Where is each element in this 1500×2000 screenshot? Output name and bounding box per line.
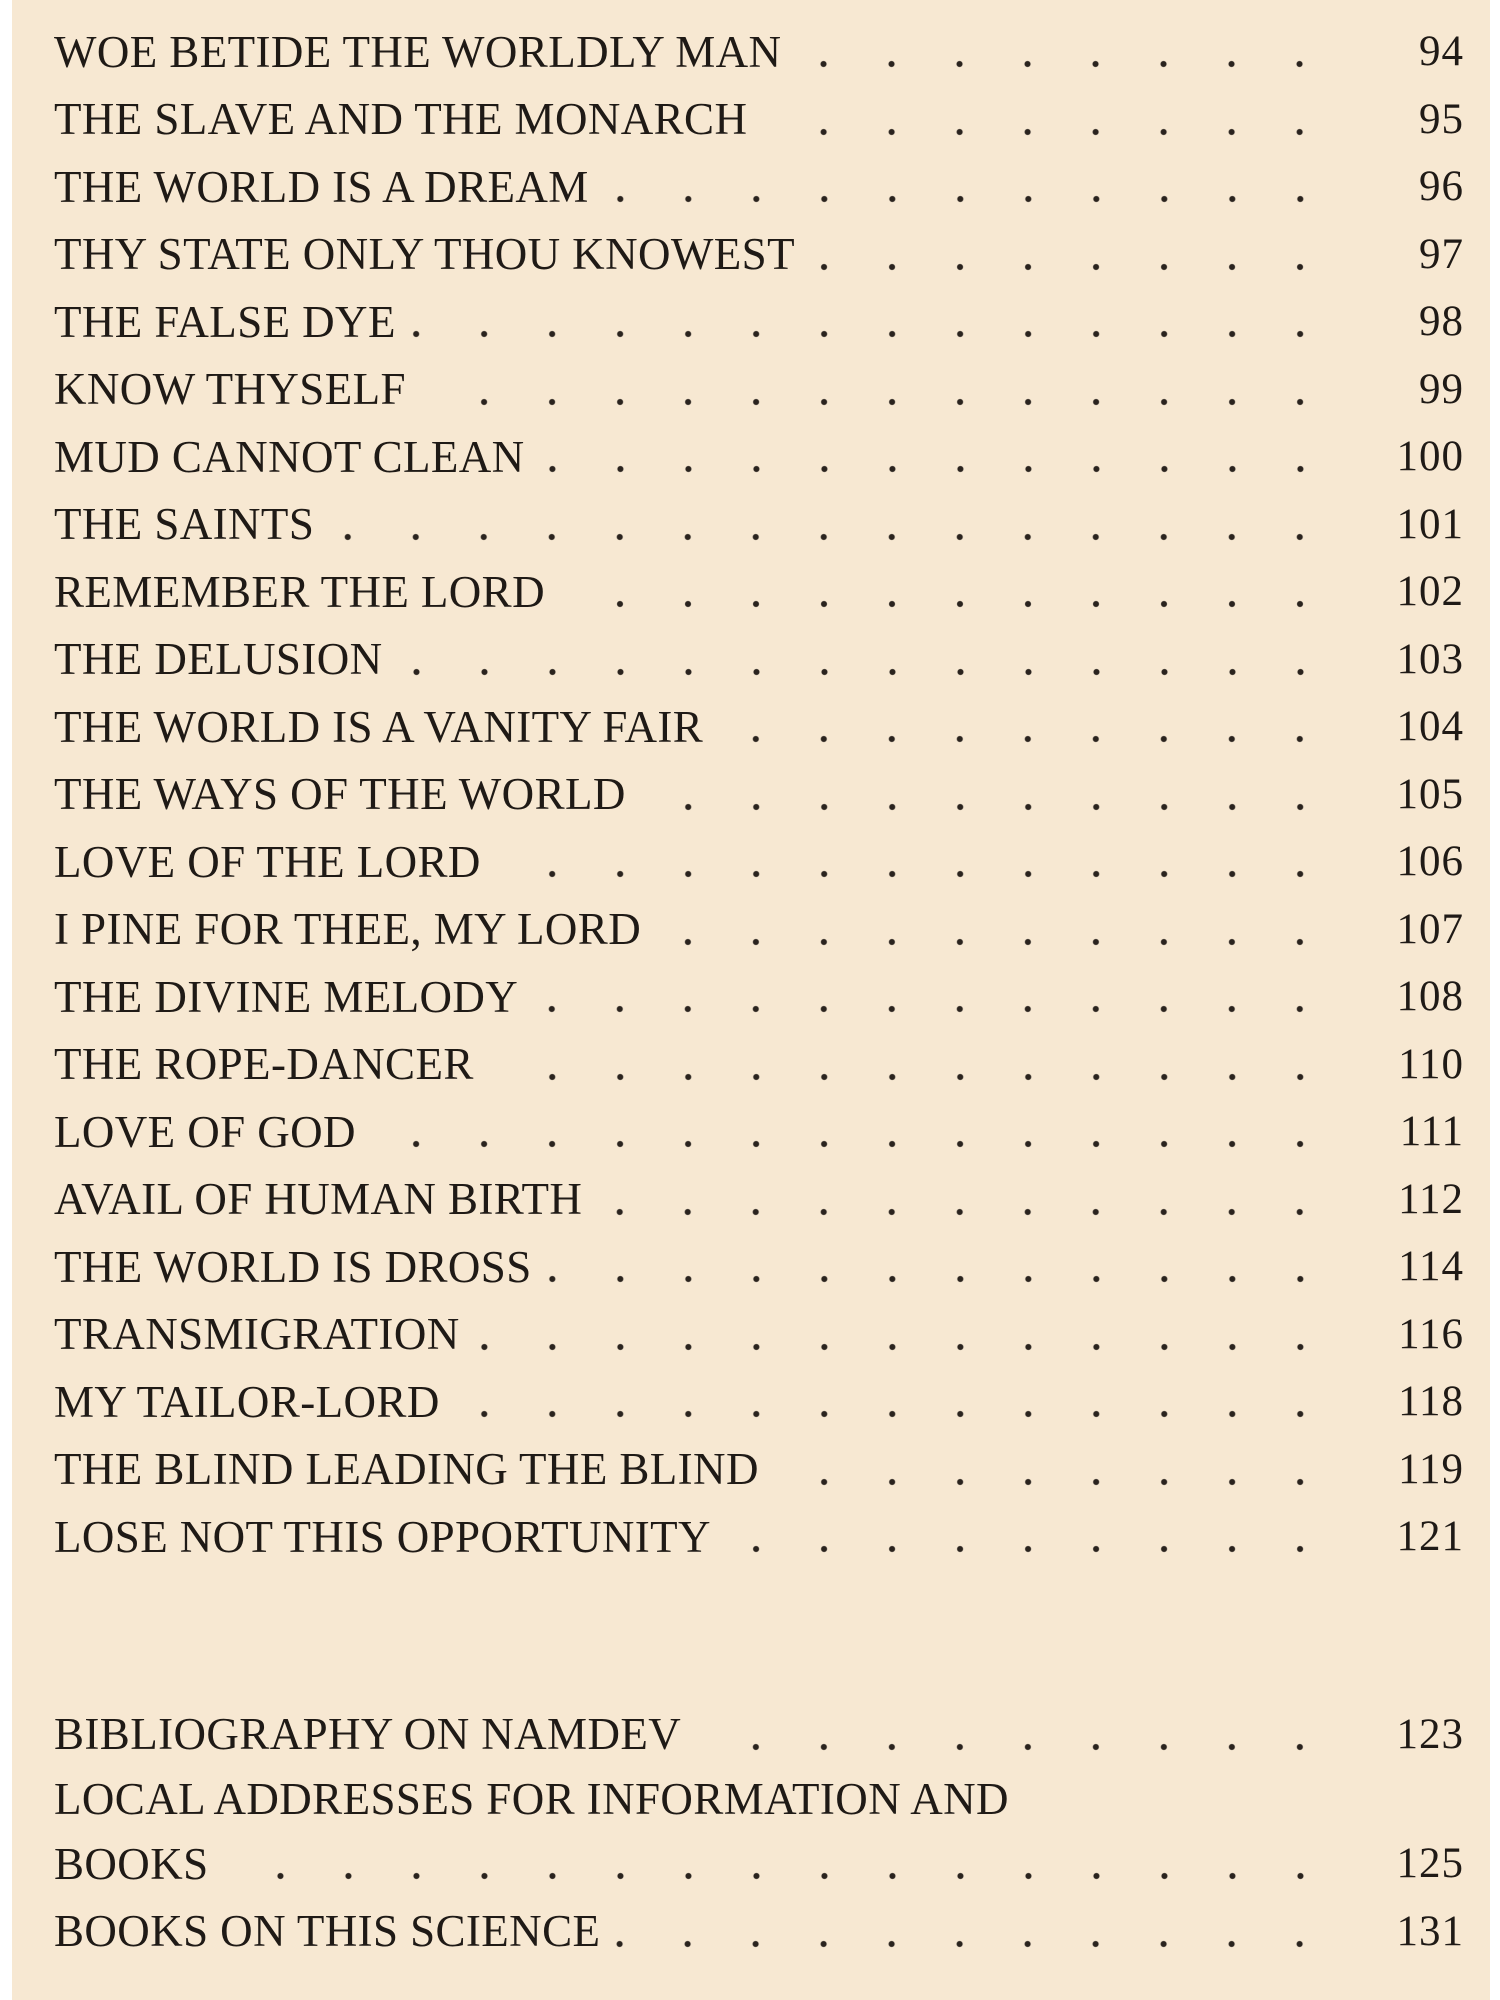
toc-entry-page: 123: [1396, 1710, 1464, 1758]
toc-entry-page: 99: [1419, 365, 1464, 413]
dot-leader: [454, 1379, 1334, 1424]
toc-entry-title: LOCAL ADDRESSES FOR INFORMATION AND: [54, 1774, 1009, 1824]
toc-entry-title: LOVE OF THE LORD: [54, 836, 481, 887]
toc-entry-title: THY STATE ONLY THOU KNOWEST: [54, 229, 795, 280]
toc-entry: [54, 356, 1464, 424]
dot-leader: [640, 772, 1334, 817]
toc-entry-title: MY TAILOR-LORD: [54, 1376, 440, 1427]
toc-entry-page: 94: [1419, 28, 1464, 76]
toc-entry: [54, 221, 1464, 289]
dot-leader: [717, 704, 1334, 749]
toc-entry: [54, 963, 1464, 1031]
dot-leader: [370, 1109, 1334, 1154]
toc-entry: [54, 693, 1464, 761]
dot-leader: [223, 1841, 1334, 1886]
toc-entry-page: 106: [1396, 838, 1464, 886]
toc-entry-page: 131: [1396, 1907, 1464, 1955]
toc-entry-title: THE WORLD IS A DREAM: [54, 161, 589, 212]
dot-leader: [532, 974, 1334, 1019]
toc-entry-page: 119: [1398, 1445, 1464, 1493]
toc-entry: [54, 558, 1464, 626]
toc-entry-title: I PINE FOR THEE, MY LORD: [54, 904, 642, 955]
toc-entry-title: TRANSMIGRATION: [54, 1309, 460, 1360]
toc-entry-title: MUD CANNOT CLEAN: [54, 431, 525, 482]
toc-entry-title: THE DIVINE MELODY: [54, 971, 519, 1022]
toc-entry: [54, 1436, 1464, 1504]
toc-entry-title: THE WORLD IS DROSS: [54, 1241, 532, 1292]
toc-entry-page: 105: [1396, 770, 1464, 818]
toc-entry-title: THE BLIND LEADING THE BLIND: [54, 1444, 759, 1495]
toc-entry-title: THE DELUSION: [54, 634, 383, 685]
dot-leader: [488, 1042, 1334, 1087]
dot-leader: [596, 1177, 1334, 1222]
dot-leader: [761, 97, 1334, 142]
toc-entry-title: THE WAYS OF THE WORLD: [54, 769, 626, 820]
dot-leader: [725, 1514, 1334, 1559]
dot-leader: [603, 164, 1334, 209]
toc-entry-page: 95: [1419, 95, 1464, 143]
dot-leader: [809, 232, 1334, 277]
document-page: [12, 0, 1490, 2000]
toc-entry-title: BIBLIOGRAPHY ON NAMDEV: [54, 1709, 682, 1760]
toc-entry-title: LOSE NOT THIS OPPORTUNITY: [54, 1511, 711, 1562]
toc-entry-page: 104: [1396, 703, 1464, 751]
dot-leader: [559, 569, 1334, 614]
toc-entry-page: 96: [1419, 163, 1464, 211]
dot-leader: [328, 502, 1334, 547]
toc-entry-books-science: [54, 1898, 1464, 1966]
toc-entry: [54, 491, 1464, 559]
toc-entry-page: 110: [1398, 1040, 1464, 1088]
toc-entry-title: LOVE OF GOD: [54, 1106, 356, 1157]
toc-entry-page: 97: [1419, 230, 1464, 278]
toc-entry: [54, 288, 1464, 356]
toc-entry: [54, 1503, 1464, 1571]
toc-entry-page: 108: [1396, 973, 1464, 1021]
toc-entry: [54, 626, 1464, 694]
toc-entry-title: THE WORLD IS A VANITY FAIR: [54, 701, 704, 752]
dot-leader: [495, 839, 1334, 884]
table-of-contents: [54, 18, 1464, 1965]
toc-entry-local-addresses-line1: [54, 1768, 1464, 1830]
toc-entry-local-addresses: [54, 1830, 1464, 1898]
dot-leader: [546, 1244, 1334, 1289]
toc-entry-page: 121: [1396, 1513, 1464, 1561]
toc-entry-page: 103: [1396, 635, 1464, 683]
toc-entry: [54, 1233, 1464, 1301]
toc-entry-page: 111: [1399, 1108, 1464, 1156]
toc-entry-bibliography: [54, 1701, 1464, 1769]
dot-leader: [795, 29, 1334, 74]
toc-entry: [54, 1301, 1464, 1369]
toc-entry-page: 118: [1398, 1378, 1464, 1426]
toc-entry-page: 100: [1396, 433, 1464, 481]
dot-leader: [420, 367, 1334, 412]
toc-entry: [54, 18, 1464, 86]
toc-entry-title: THE SLAVE AND THE MONARCH: [54, 94, 748, 145]
toc-entry: [54, 86, 1464, 154]
toc-entry: [54, 423, 1464, 491]
toc-entry-title: BOOKS: [54, 1838, 209, 1889]
toc-entry-page: 112: [1398, 1175, 1464, 1223]
toc-entry-page: 107: [1396, 905, 1464, 953]
toc-entry: [54, 1031, 1464, 1099]
dot-leader: [539, 434, 1334, 479]
toc-entry-title: KNOW THYSELF: [54, 364, 406, 415]
dot-leader: [695, 1712, 1334, 1757]
toc-entry-title: BOOKS ON THIS SCIENCE: [54, 1906, 601, 1957]
dot-leader: [655, 907, 1334, 952]
toc-entry: [54, 896, 1464, 964]
section-gap: [54, 1571, 1464, 1701]
dot-leader: [614, 1909, 1334, 1954]
toc-entry-title: WOE BETIDE THE WORLDLY MAN: [54, 26, 782, 77]
toc-entry-page: 101: [1396, 500, 1464, 548]
toc-entry-page: 98: [1419, 298, 1464, 346]
toc-entry-title: THE ROPE-DANCER: [54, 1039, 474, 1090]
toc-entry-page: 114: [1398, 1243, 1464, 1291]
dot-leader: [410, 299, 1334, 344]
toc-entry-title: AVAIL OF HUMAN BIRTH: [54, 1174, 583, 1225]
toc-entry-page: 102: [1396, 568, 1464, 616]
toc-entry-title: THE FALSE DYE: [54, 296, 396, 347]
dot-leader: [397, 637, 1334, 682]
toc-entry-title: REMEMBER THE LORD: [54, 566, 545, 617]
dot-leader: [474, 1312, 1334, 1357]
toc-entry: [54, 1166, 1464, 1234]
toc-entry: [54, 1098, 1464, 1166]
toc-entry: [54, 153, 1464, 221]
toc-entry-page: 116: [1398, 1310, 1464, 1358]
toc-entry-page: 125: [1396, 1840, 1464, 1888]
toc-entry: [54, 761, 1464, 829]
toc-entry-title: THE SAINTS: [54, 499, 315, 550]
toc-entry: [54, 828, 1464, 896]
dot-leader: [773, 1447, 1334, 1492]
toc-entry: [54, 1368, 1464, 1436]
